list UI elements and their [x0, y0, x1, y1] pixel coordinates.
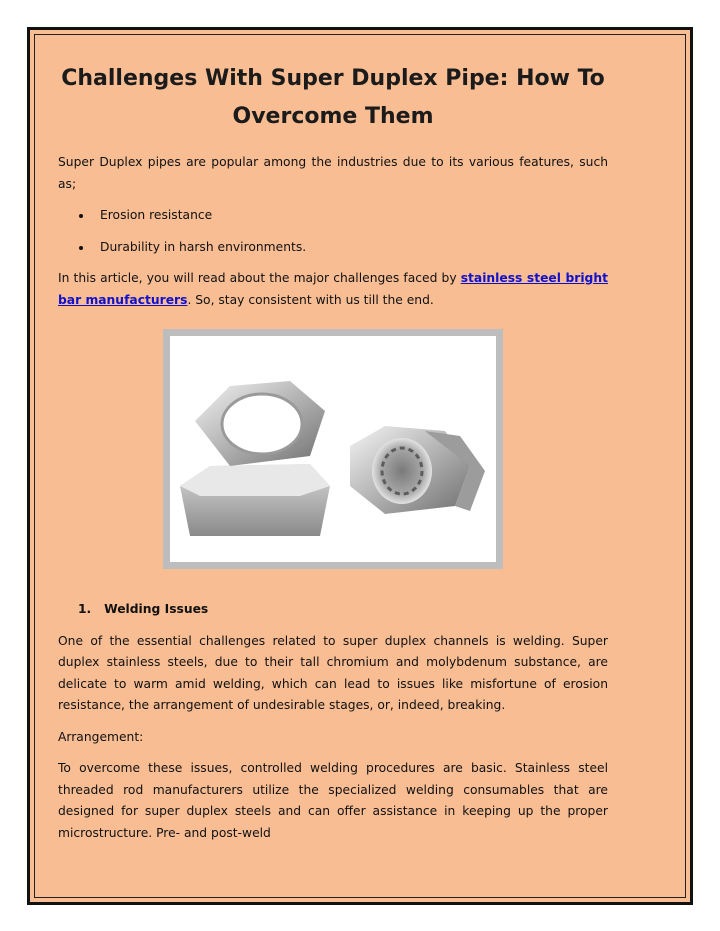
article-paragraph	[58, 268, 608, 311]
section-heading	[58, 599, 608, 621]
document-content	[58, 60, 608, 854]
bullet-dot-icon	[79, 246, 83, 250]
intro-paragraph: Super Duplex pipes are popular among the industries due to its various features, such as;	[58, 155, 608, 191]
article-text-after: . So, stay consistent with us till the end.	[187, 292, 434, 307]
list-item-text: Durability in harsh environments.	[100, 239, 307, 254]
list-item-text: Erosion resistance	[100, 208, 213, 222]
bullet-dot-icon	[79, 214, 83, 218]
list-item	[58, 237, 608, 259]
bottom-nut-face	[180, 464, 330, 496]
welding-paragraph: One of the essential challenges related to super duplex channels is welding. Super duplex stainless steels, due to their tall chromium and molybdenum substance, are delicate to warm amid welding, which can lead to issues like misfortune of erosion resistance, the arrangement of undesirable stages, or, indeed, breaking.	[58, 633, 608, 712]
article-text-before: In this article, you will read about the major challenges faced by	[58, 271, 461, 285]
list-item	[58, 205, 608, 227]
hex-nuts-illustration	[170, 336, 496, 562]
hex-nuts-image	[170, 336, 496, 562]
feature-list	[58, 205, 608, 258]
manufacturers-link[interactable]: stainless steel bright bar manufacturers	[58, 271, 608, 307]
figure-frame	[163, 329, 503, 569]
page-title: Challenges With Super Duplex Pipe: How To Overcome Them	[61, 66, 605, 129]
section-number: 1.	[78, 602, 92, 616]
solution-paragraph: To overcome these issues, controlled welding procedures are basic. Stainless steel threaded rod manufacturers utilize the specialized welding consumables that are designed for super duplex steels and can offer assistance in keeping up the proper microstructure. Pre- and post-weld	[58, 761, 608, 840]
arrangement-label: Arrangement:	[58, 729, 144, 744]
section-title: Welding Issues	[104, 602, 209, 616]
